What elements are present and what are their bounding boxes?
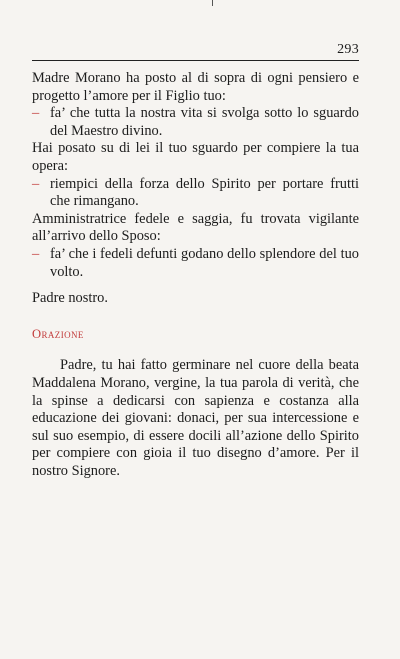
header-rule: [32, 60, 359, 61]
dash-marker: –: [32, 105, 40, 122]
page-number: 293: [337, 42, 359, 57]
response-text: fa’ che i fedeli defunti godano dello splendore del tuo volto.: [50, 245, 359, 280]
top-edge-mark: [212, 0, 213, 6]
dash-marker: –: [32, 175, 40, 192]
closing-line: Padre nostro.: [32, 290, 108, 307]
intercession-response-1: [32, 105, 359, 140]
intercession-intro-2: Hai posato su di lei il tuo sguardo per compiere la tua opera:: [32, 140, 359, 174]
orazione-text: Padre, tu hai fatto germinare nel cuore della beata Maddalena Morano, vergine, la tua parola di verità, che la spinse a dedicarsi con sapienza e costanza alla educazione dei giovani: donaci, per sua intercessione e sul suo esempio, di essere docili all’azione dello Spirito per compiere con gioia il tuo disegno d’amore. Per il nostro Signore.: [32, 357, 359, 479]
section-title-orazione: Orazione: [32, 326, 84, 341]
page-content: [32, 70, 359, 480]
intercession-intro-3: Amministratrice fedele e saggia, fu trovata vigilante all’arrivo dello Sposo:: [32, 210, 359, 245]
intercession-intro-1: Madre Morano ha posto al di sopra di ogni pensiero e progetto l’amore per il Figlio tuo:: [32, 70, 359, 104]
dash-marker: –: [32, 245, 40, 262]
intercession-response-2: [32, 176, 359, 211]
response-text: fa’ che tutta la nostra vita si svolga sotto lo sguardo del Maestro divino.: [50, 105, 359, 139]
intercession-response-3: [32, 246, 359, 281]
response-text: riempici della forza dello Spirito per portare frutti che rimangano.: [50, 175, 359, 210]
